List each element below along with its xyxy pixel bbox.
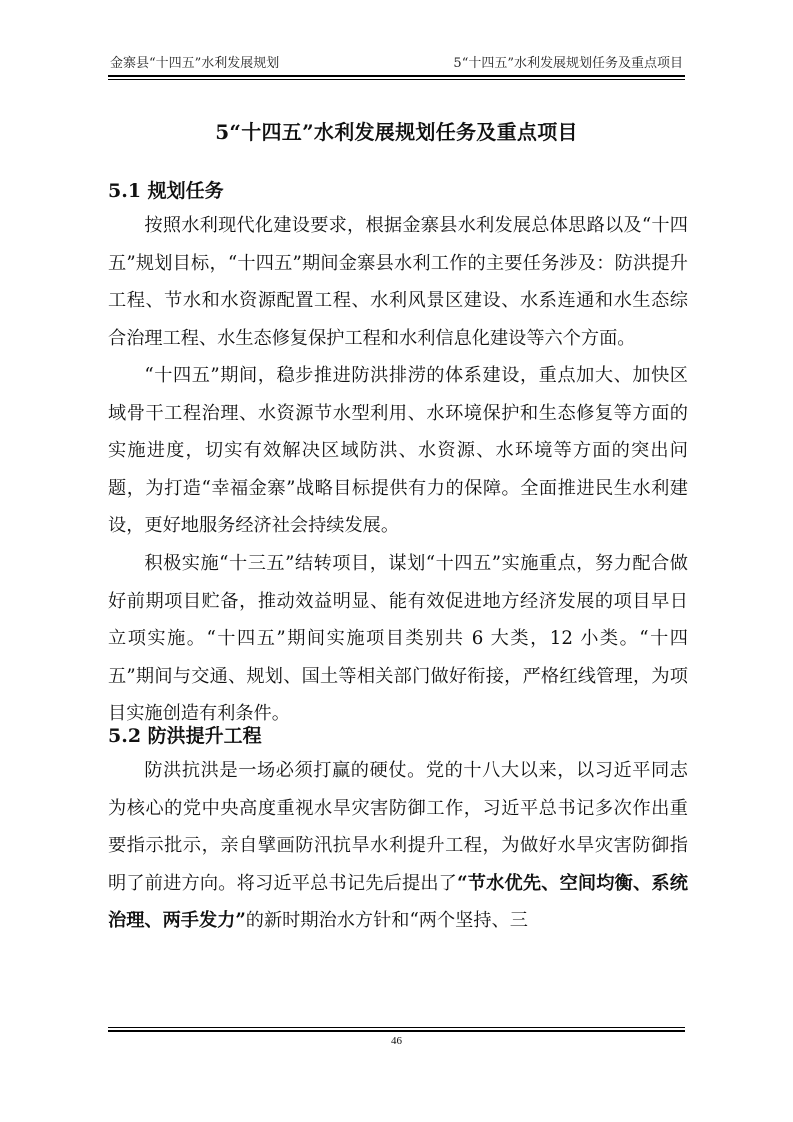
header-document-title: 金寨县“十四五”水利发展规划	[110, 56, 280, 71]
header-divider-thin	[108, 79, 685, 80]
paragraph-flood-control-policy	[108, 752, 688, 940]
page-header	[110, 52, 683, 74]
header-divider	[108, 75, 685, 77]
section-heading-5-1: 5.1 规划任务	[108, 180, 224, 202]
paragraph-flood-control-system: “十四五”期间，稳步推进防洪排涝的体系建设，重点加大、加快区域骨干工程治理、水资源节水型利用、水环境保护和生态修复等方面的实施进度，切实有效解决区域防洪、水资源、水环境等方面的突出问题，为打造“幸福金寨”战略目标提供有力的保障。全面推进民生水利建设，更好地服务经济社会持续发展。	[108, 365, 688, 537]
paragraph-emphasis-water-policy: “节水优先、空间均衡、系统治理、两手发力”	[108, 872, 688, 932]
page-number: 46	[391, 1035, 402, 1047]
paragraph-text-end: 的新时期治水方针和“两个坚持、三	[245, 910, 528, 932]
chapter-title: 5“十四五”水利发展规划任务及重点项目	[215, 120, 578, 144]
paragraph-planning-tasks-overview: 按照水利现代化建设要求，根据金寨县水利发展总体思路以及“十四五”规划目标，“十四五”期间金寨县水利工作的主要任务涉及：防洪提升工程、节水和水资源配置工程、水利风景区建设、水系连通和水生态综合治理工程、水生态修复保护工程和水利信息化建设等六个方面。	[108, 215, 688, 349]
paragraph-text-start: 防洪抗洪是一场必须打赢的硬仗。党的十八大以来，以习近平同志为核心的党中央高度重视水旱灾害防御工作，习近平总书记多次作出重要指示批示，亲自擘画防汛抗旱水利提升工程，为做好水旱灾害防御指明了前进方向。将习近平总书记先后提出了	[108, 760, 688, 894]
footer-divider-thin	[108, 1027, 685, 1028]
section-heading-5-2: 5.2 防洪提升工程	[108, 725, 262, 747]
footer-divider	[108, 1030, 685, 1032]
header-chapter-title: 5“十四五”水利发展规划任务及重点项目	[453, 56, 683, 71]
paragraph-project-implementation: 积极实施“十三五”结转项目，谋划“十四五”实施重点，努力配合做好前期项目贮备，推动效益明显、能有效促进地方经济发展的项目早日立项实施。“十四五”期间实施项目类别共 6 大类，12 小类。“十四五”期间与交通、规划、国土等相关部门做好衔接，严格红线管理，为项目实施创造有利条件。	[108, 553, 688, 725]
